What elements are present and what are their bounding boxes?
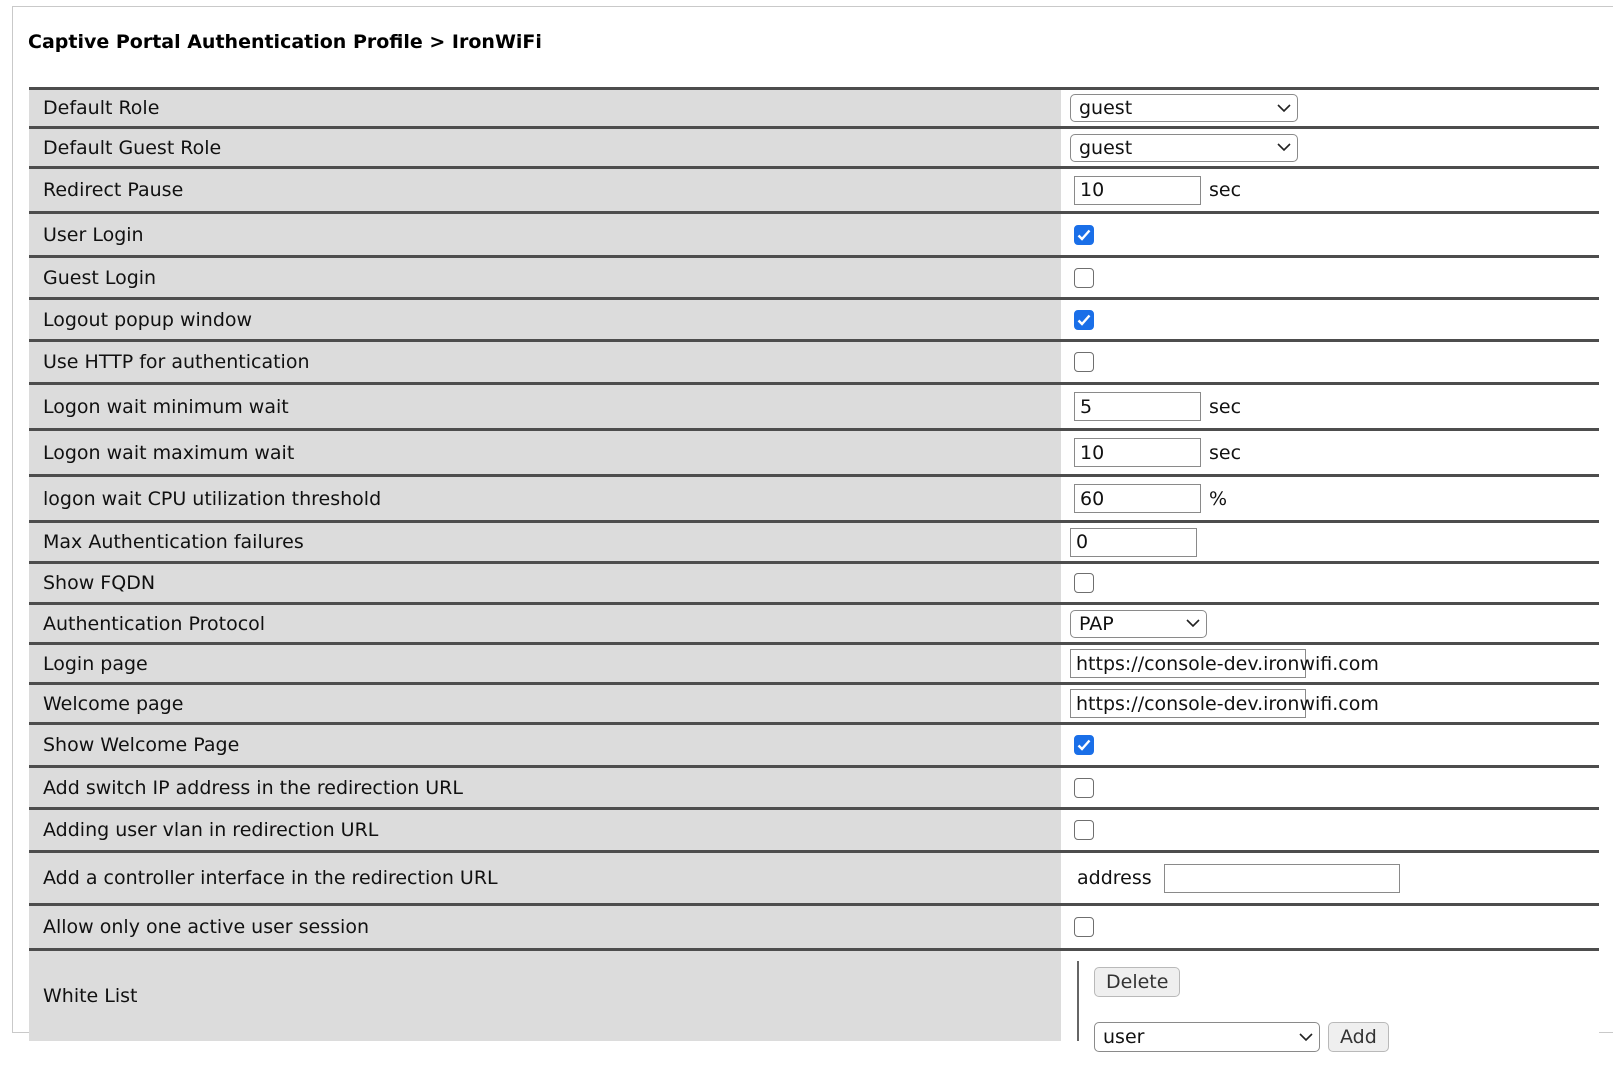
row-show-welcome xyxy=(29,725,1599,768)
default-role-value: guest xyxy=(1079,97,1133,119)
label-logout-popup: Logout popup window xyxy=(29,300,1064,339)
row-logon-min-wait xyxy=(29,385,1599,431)
row-show-fqdn xyxy=(29,564,1599,605)
label-add-user-vlan: Adding user vlan in redirection URL xyxy=(29,810,1064,850)
chevron-down-icon xyxy=(1277,104,1291,113)
row-user-login xyxy=(29,214,1599,258)
label-redirect-pause: Redirect Pause xyxy=(29,169,1064,211)
label-add-controller-if: Add a controller interface in the redirection URL xyxy=(29,853,1064,903)
redirect-pause-unit: sec xyxy=(1209,179,1242,201)
row-default-guest-role xyxy=(29,129,1599,169)
label-login-page: Login page xyxy=(29,645,1064,682)
one-session-checkbox[interactable] xyxy=(1074,917,1094,937)
label-max-auth-failures: Max Authentication failures xyxy=(29,523,1064,561)
page-title: Captive Portal Authentication Profile > IronWiFi xyxy=(28,31,542,53)
logout-popup-checkbox[interactable] xyxy=(1074,310,1094,330)
redirect-pause-input[interactable]: 10 xyxy=(1074,176,1201,205)
label-welcome-page: Welcome page xyxy=(29,685,1064,722)
row-one-session xyxy=(29,906,1599,951)
default-role-select[interactable] xyxy=(1070,94,1298,122)
login-page-input[interactable]: https://console-dev.ironwifi.com xyxy=(1070,649,1306,678)
row-logout-popup xyxy=(29,300,1599,342)
row-white-list xyxy=(29,951,1599,1048)
user-login-checkbox[interactable] xyxy=(1074,225,1094,245)
row-redirect-pause xyxy=(29,169,1599,214)
label-one-session: Allow only one active user session xyxy=(29,906,1064,948)
row-auth-protocol xyxy=(29,605,1599,645)
guest-login-checkbox[interactable] xyxy=(1074,268,1094,288)
white-list-delete-button[interactable]: Delete xyxy=(1094,967,1180,997)
logon-cpu-unit: % xyxy=(1209,487,1228,510)
default-guest-role-select[interactable] xyxy=(1070,134,1298,162)
add-switch-ip-checkbox[interactable] xyxy=(1074,778,1094,798)
white-list-add-button[interactable]: Add xyxy=(1328,1022,1389,1052)
chevron-down-icon xyxy=(1299,1033,1313,1042)
row-add-switch-ip xyxy=(29,768,1599,810)
checkmark-icon xyxy=(1077,229,1091,241)
row-max-auth-failures xyxy=(29,523,1599,564)
label-guest-login: Guest Login xyxy=(29,258,1064,297)
label-user-login: User Login xyxy=(29,214,1064,255)
logon-min-wait-unit: sec xyxy=(1209,395,1242,418)
settings-table xyxy=(29,87,1599,1048)
logon-cpu-input[interactable]: 60 xyxy=(1074,484,1201,513)
row-login-page xyxy=(29,645,1599,685)
row-default-role xyxy=(29,90,1599,129)
profile-panel xyxy=(12,6,1613,1048)
row-use-http xyxy=(29,342,1599,385)
chevron-down-icon xyxy=(1277,143,1291,152)
white-list-select[interactable] xyxy=(1094,1022,1320,1052)
label-default-role: Default Role xyxy=(29,90,1064,126)
white-list-divider xyxy=(1077,961,1079,1041)
logon-min-wait-input[interactable]: 5 xyxy=(1074,392,1201,421)
white-list-select-value: user xyxy=(1103,1026,1145,1048)
white-list-editor xyxy=(1064,951,1599,1048)
auth-protocol-value: PAP xyxy=(1079,612,1114,635)
label-logon-min-wait: Logon wait minimum wait xyxy=(29,385,1064,428)
show-fqdn-checkbox[interactable] xyxy=(1074,573,1094,593)
auth-protocol-select[interactable] xyxy=(1070,610,1207,638)
add-user-vlan-checkbox[interactable] xyxy=(1074,820,1094,840)
default-guest-role-value: guest xyxy=(1079,136,1133,159)
checkmark-icon xyxy=(1077,739,1091,751)
welcome-page-input[interactable]: https://console-dev.ironwifi.com xyxy=(1070,689,1306,718)
checkmark-icon xyxy=(1077,314,1091,326)
row-add-controller-if xyxy=(29,853,1599,906)
row-logon-cpu xyxy=(29,477,1599,523)
label-logon-cpu: logon wait CPU utilization threshold xyxy=(29,477,1064,520)
row-guest-login xyxy=(29,258,1599,300)
row-logon-max-wait xyxy=(29,431,1599,477)
label-show-welcome: Show Welcome Page xyxy=(29,725,1064,765)
label-auth-protocol: Authentication Protocol xyxy=(29,605,1064,642)
show-welcome-checkbox[interactable] xyxy=(1074,735,1094,755)
logon-max-wait-unit: sec xyxy=(1209,441,1242,464)
label-show-fqdn: Show FQDN xyxy=(29,564,1064,602)
chevron-down-icon xyxy=(1186,619,1200,628)
controller-address-input[interactable] xyxy=(1164,864,1400,893)
address-label: address xyxy=(1077,867,1152,889)
label-logon-max-wait: Logon wait maximum wait xyxy=(29,431,1064,474)
row-welcome-page xyxy=(29,685,1599,725)
label-default-guest-role: Default Guest Role xyxy=(29,129,1064,166)
max-auth-failures-input[interactable]: 0 xyxy=(1070,528,1197,557)
label-add-switch-ip: Add switch IP address in the redirection URL xyxy=(29,768,1064,807)
logon-max-wait-input[interactable]: 10 xyxy=(1074,438,1201,467)
label-white-list: White List xyxy=(29,951,1064,1041)
row-add-user-vlan xyxy=(29,810,1599,853)
label-use-http: Use HTTP for authentication xyxy=(29,342,1064,382)
use-http-checkbox[interactable] xyxy=(1074,352,1094,372)
